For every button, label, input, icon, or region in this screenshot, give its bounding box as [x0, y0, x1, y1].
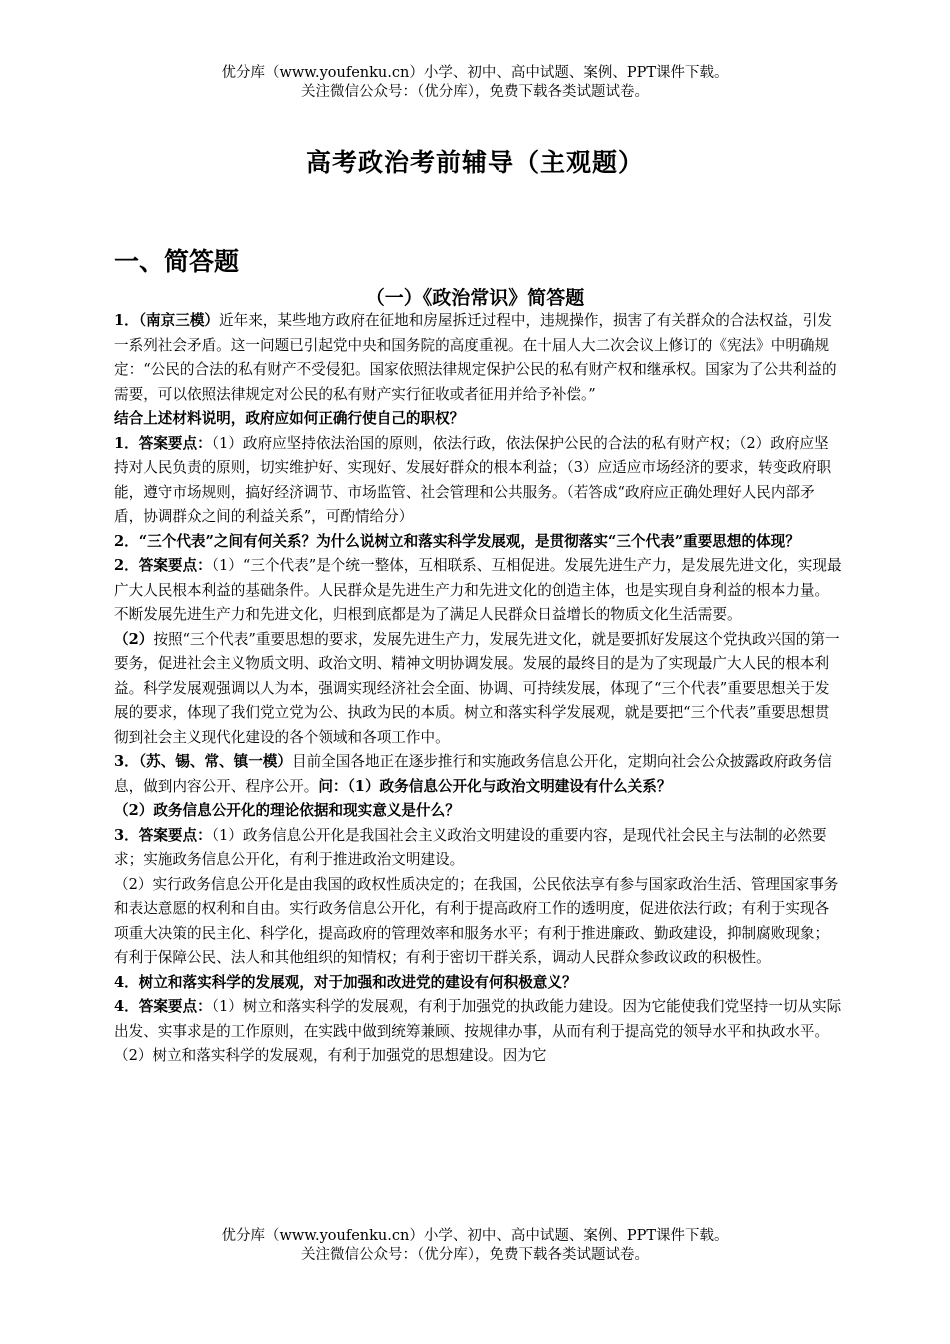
answer-2-text-1: （1）“三个代表”是个统一整体，互相联系、互相促进。发展先进生产力，是发展先进文化，实现最广大人民根本利益的基础条件。人民群众是先进生产力和先进文化的创造主体，也是实现自身利益的根本力量。不断发展先进生产力和先进文化，归根到底都是为了满足人民群众日益增长的物质文化生活需要。 [114, 557, 842, 623]
question-4-prompt: 4．树立和落实科学的发展观，对于加强和改进党的建设有何积极意义？ [114, 973, 577, 991]
answer-1 [114, 432, 842, 530]
question-3-prompt-1: 问：（1）政务信息公开化与政治文明建设有什么关系？ [318, 777, 672, 795]
answer-4 [114, 995, 842, 1069]
answer-2-part-2 [114, 628, 842, 751]
answer-3-text-1: （1）政务信息公开化是我国社会主义政治文明建设的重要内容，是现代社会民主与法制的必然要求；实施政务信息公开化，有利于推进政治文明建设。 [114, 826, 827, 868]
subsection-heading: （一）《政治常识》简答题 [365, 287, 585, 309]
answer-3-part-2: （2）实行政务信息公开化是由我国的政权性质决定的；在我国，公民依法享有参与国家政治生活、管理国家事务和表达意愿的权利和自由。实行政务信息公开化，有利于提高政府工作的透明度，促进依法行政；有利于实现各项重大决策的民主化、科学化，提高政府的管理效率和服务水平；有利于推进廉政、勤政建设，抑制腐败现象；有利于保障公民、法人和其他组织的知情权；有利于密切干群关系，调动人民群众参政议政的积极性。 [114, 875, 839, 966]
question-3-label: 3．（苏、锡、常、镇一模） [114, 753, 292, 770]
section-heading: 一、简答题 [114, 247, 240, 276]
question-3-material: 目前全国各地正在逐步推行和实施政务信息公开化，定期向社会公众披露政府政务信息，做到内容公开、程序公开。 [114, 753, 832, 795]
answer-2-label: 2．答案要点： [114, 557, 212, 574]
answer-2-text-2: 按照“三个代表”重要思想的要求，发展先进生产力，发展先进文化，就是要抓好发展这个党执政兴国的第一要务，促进社会主义物质文明、政治文明、精神文明协调发展。发展的最终目的是为了实现最广大人民的根本利益。科学发展观强调以人为本，强调实现经济社会全面、协调、可持续发展，体现了“三个代表”重要思想关于发展的要求，体现了我们党立党为公、执政为民的本质。树立和落实科学发展观，就是要把“三个代表”重要思想贯彻到社会主义现代化建设的各个领域和各项工作中。 [114, 630, 840, 746]
answer-1-text: （1）政府应坚持依法治国的原则，依法行政，依法保护公民的合法的私有财产权；（2）政府应坚持对人民负责的原则，切实维护好、实现好、发展好群众的根本利益；（3）应适应市场经济的要求，转变政府职能，遵守市场规则，搞好经济调节、市场监管、社会管理和公共服务。（若答成“政府应正确处理好人民内部矛盾，协调群众之间的利益关系”，可酌情给分） [114, 434, 832, 525]
answer-2-part-1 [114, 554, 842, 628]
answer-4-label: 4．答案要点： [114, 998, 212, 1015]
header-line-2: 关注微信公众号：（优分库），免费下载各类试题试卷。 [301, 84, 649, 100]
question-3 [114, 750, 842, 799]
answer-3-label: 3．答案要点： [114, 826, 212, 844]
question-3-prompt-2: （2）政务信息公开化的理论依据和现实意义是什么？ [114, 802, 460, 819]
question-1-prompt: 结合上述材料说明，政府应如何正确行使自己的职权？ [114, 410, 465, 427]
question-2-prompt: 2．“三个代表”之间有何关系？为什么说树立和落实科学发展观，是贯彻落实“三个代表”重要思想的体现？ [114, 532, 800, 550]
answer-3-part-1 [114, 824, 842, 873]
question-1 [114, 309, 842, 407]
page-header [0, 64, 950, 102]
answer-4-text: （1）树立和落实科学的发展观，有利于加强党的执政能力建设。因为它能使我们党坚持一切从实际出发、实事求是的工作原则，在实践中做到统筹兼顾、按规律办事，从而有利于提高党的领导水平和执政水平。（2）树立和落实科学的发展观，有利于加强党的思想建设。因为它 [114, 998, 842, 1064]
header-line-1: 优分库（www.youfenku.cn）小学、初中、高中试题、案例、PPT课件下载。 [221, 65, 729, 81]
footer-line-2: 关注微信公众号：（优分库），免费下载各类试题试卷。 [301, 1247, 649, 1263]
answer-2-part-2-label: （2） [114, 630, 154, 648]
question-1-label: 1．（南京三模） [114, 312, 220, 329]
answer-1-label: 1．答案要点： [114, 434, 212, 452]
document-title: 高考政治考前辅导（主观题） [305, 148, 644, 177]
page-footer [0, 1227, 950, 1265]
document-body [114, 309, 842, 1069]
footer-line-1: 优分库（www.youfenku.cn）小学、初中、高中试题、案例、PPT课件下载。 [221, 1228, 729, 1244]
question-1-material: 近年来，某些地方政府在征地和房屋拆迁过程中，违规操作，损害了有关群众的合法权益，引发一系列社会矛盾。这一问题已引起党中央和国务院的高度重视。在十届人大二次会议上修订的《宪法》中明确规定：“公民的合法的私有财产不受侵犯。国家依照法律规定保护公民的私有财产权和继承权。国家为了公共利益的需要，可以依照法律规定对公民的私有财产实行征收或者征用并给予补偿。” [114, 312, 837, 403]
